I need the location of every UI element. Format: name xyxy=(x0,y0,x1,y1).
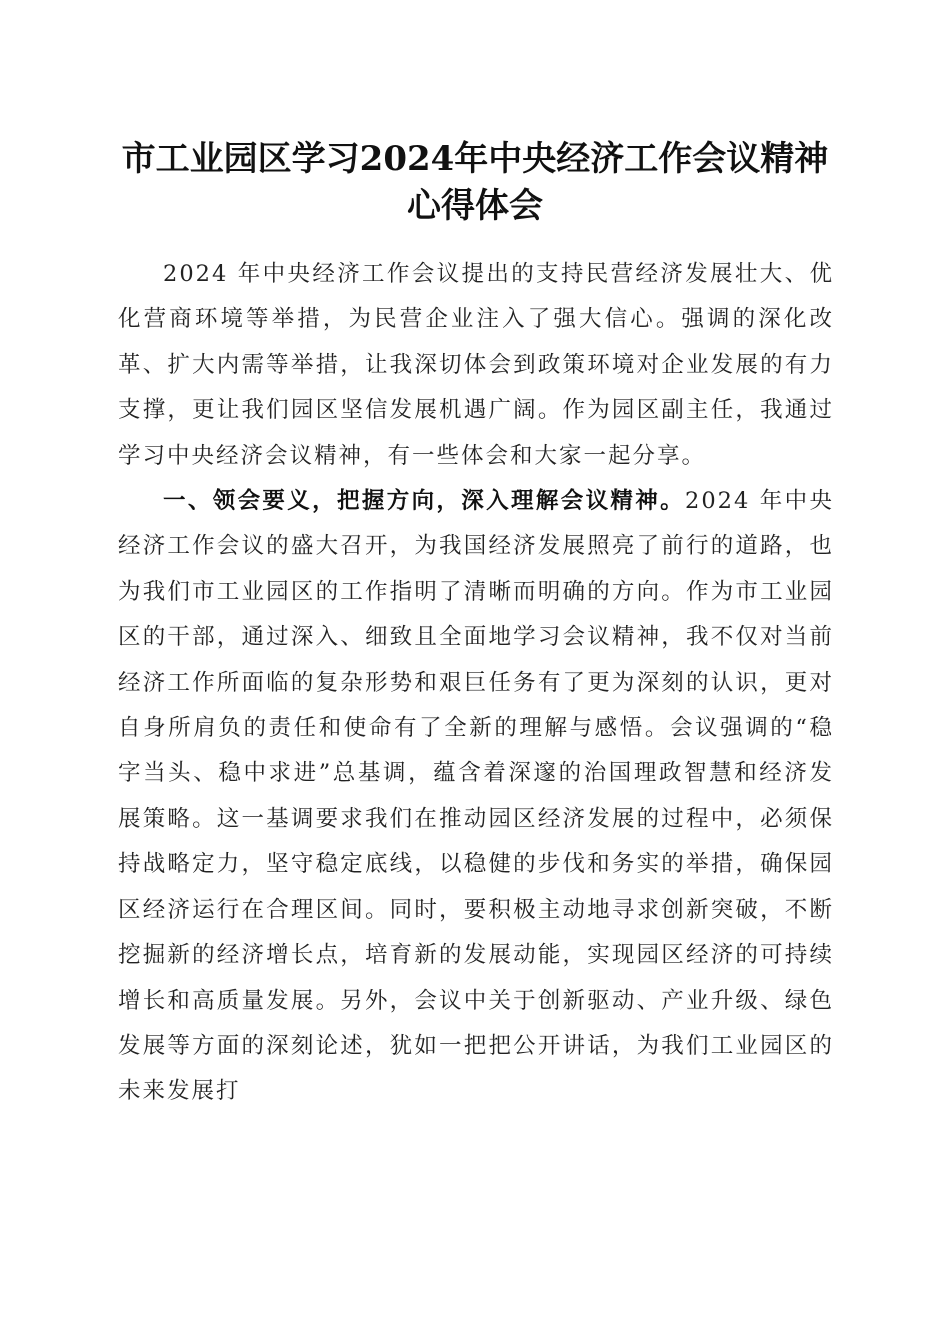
section-one-text: 2024 年中央经济工作会议的盛大召开，为我国经济发展照亮了前行的道路，也为我们市工业园区的工作指明了清晰而明确的方向。作为市工业园区的干部，通过深入、细致且全面地学习会议精神，我不仅对当前经济工作所面临的复杂形势和艰巨任务有了更为深刻的认识，更对自身所肩负的责任和使命有了全新的理解与感悟。会议强调的“稳字当头、稳中求进”总基调，蕴含着深邃的治国理政智慧和经济发展策略。这一基调要求我们在推动园区经济发展的过程中，必须保持战略定力，坚守稳定底线，以稳健的步伐和务实的举措，确保园区经济运行在合理区间。同时，要积极主动地寻求创新突破，不断挖掘新的经济增长点，培育新的发展动能，实现园区经济的可持续增长和高质量发展。另外，会议中关于创新驱动、产业升级、绿色发展等方面的深刻论述，犹如一把把公开讲话，为我们工业园区的未来发展打 xyxy=(118,488,834,1105)
intro-paragraph xyxy=(118,252,834,479)
section-one-paragraph xyxy=(118,479,834,1115)
section-one-heading: 一、领会要义，把握方向，深入理解会议精神。 xyxy=(163,488,685,515)
intro-paragraph-text: 2024 年中央经济工作会议提出的支持民营经济发展壮大、优化营商环境等举措，为民营企业注入了强大信心。强调的深化改革、扩大内需等举措，让我深切体会到政策环境对企业发展的有力支撑，更让我们园区坚信发展机遇广阔。作为园区副主任，我通过学习中央经济会议精神，有一些体会和大家一起分享。 xyxy=(118,261,834,469)
document-body xyxy=(118,252,834,1115)
document-title: 市工业园区学习2024年中央经济工作会议精神心得体会 xyxy=(121,139,829,226)
